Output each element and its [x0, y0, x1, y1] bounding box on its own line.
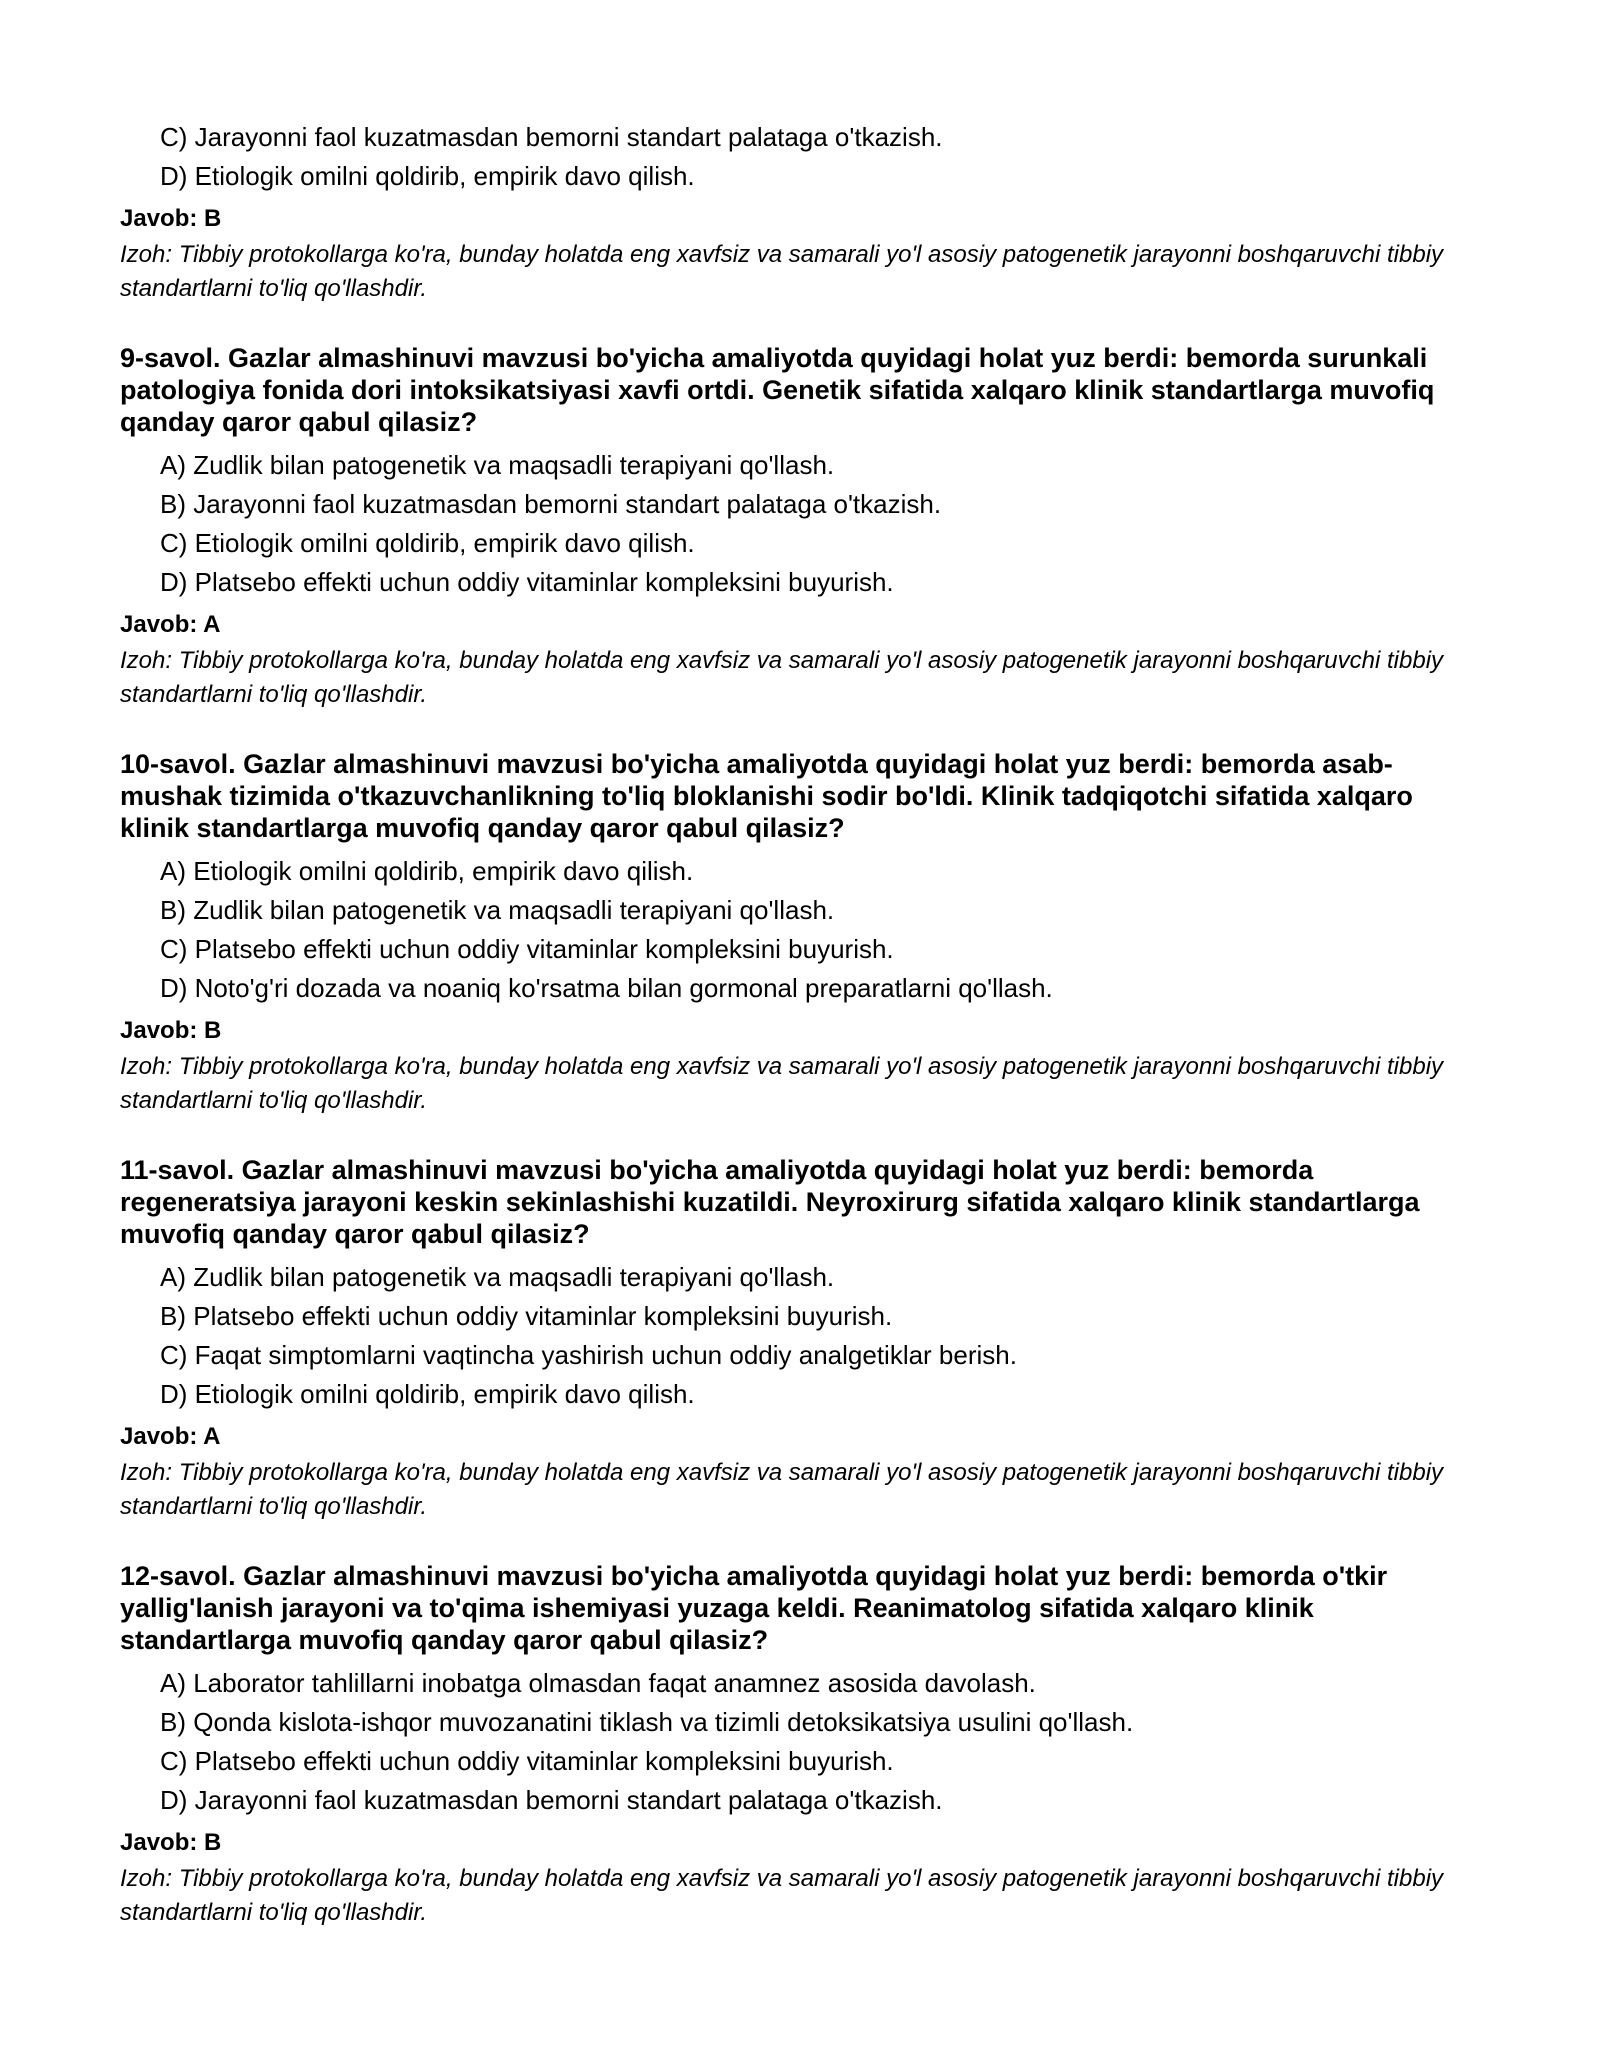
explanation-note: Izoh: Tibbiy protokollarga ko'ra, bunday holatda eng xavfsiz va samarali yo'l asosiy patogenetik jarayonni boshqaruvchi tibbiy standartlarni to'liq qo'llashdir. [120, 1865, 1444, 1926]
answer-label: Javob: A [120, 611, 221, 638]
question-text: 10-savol. Gazlar almashinuvi mavzusi bo'yicha amaliyotda quyidagi holat yuz berdi: bemorda asab-mushak tizimida o'tkazuvchanlikning to'liq bloklanishi sodir bo'ldi. Klinik tadqiqotchi sifatida xalqaro klinik standartlarga muvofiq qanday qaror qabul qilasiz? [120, 749, 1413, 843]
explanation-note: Izoh: Tibbiy protokollarga ko'ra, bunday holatda eng xavfsiz va samarali yo'l asosiy patogenetik jarayonni boshqaruvchi tibbiy standartlarni to'liq qo'llashdir. [120, 1459, 1444, 1520]
option-b: B) Qonda kislota-ishqor muvozanatini tiklash va tizimli detoksikatsiya usulini qo'llash. [160, 1707, 1134, 1737]
explanation-note: Izoh: Tibbiy protokollarga ko'ra, bunday holatda eng xavfsiz va samarali yo'l asosiy patogenetik jarayonni boshqaruvchi tibbiy standartlarni to'liq qo'llashdir. [120, 647, 1444, 708]
explanation-note: Izoh: Tibbiy protokollarga ko'ra, bunday holatda eng xavfsiz va samarali yo'l asosiy patogenetik jarayonni boshqaruvchi tibbiy standartlarni to'liq qo'llashdir. [120, 1053, 1444, 1114]
explanation-note: Izoh: Tibbiy protokollarga ko'ra, bunday holatda eng xavfsiz va samarali yo'l asosiy patogenetik jarayonni boshqaruvchi tibbiy standartlarni to'liq qo'llashdir. [120, 241, 1444, 302]
option-d: D) Etiologik omilni qoldirib, empirik davo qilish. [160, 161, 695, 191]
question-12 [120, 1560, 1480, 1930]
answer-label: Javob: B [120, 1017, 222, 1044]
option-b: B) Zudlik bilan patogenetik va maqsadli terapiyani qo'llash. [160, 895, 835, 925]
option-d: D) Noto'g'ri dozada va noaniq ko'rsatma bilan gormonal preparatlarni qo'llash. [160, 973, 1053, 1003]
answer-label: Javob: B [120, 1829, 222, 1856]
option-b: B) Jarayonni faol kuzatmasdan bemorni standart palataga o'tkazish. [160, 489, 942, 519]
option-a: A) Etiologik omilni qoldirib, empirik davo qilish. [160, 856, 694, 886]
question-11 [120, 1154, 1480, 1524]
question-9 [120, 342, 1480, 712]
question-text: 9-savol. Gazlar almashinuvi mavzusi bo'yicha amaliyotda quyidagi holat yuz berdi: bemorda surunkali patologiya fonida dori intoksikatsiyasi xavfi ortdi. Genetik sifatida xalqaro klinik standartlarga muvofiq qanday qaror qabul qilasiz? [120, 343, 1435, 437]
option-d: D) Etiologik omilni qoldirib, empirik davo qilish. [160, 1379, 695, 1409]
option-b: B) Platsebo effekti uchun oddiy vitaminlar kompleksini buyurish. [160, 1301, 893, 1331]
option-d: D) Jarayonni faol kuzatmasdan bemorni standart palataga o'tkazish. [160, 1785, 943, 1815]
question-10 [120, 748, 1480, 1118]
option-a: A) Laborator tahlillarni inobatga olmasdan faqat anamnez asosida davolash. [160, 1668, 1036, 1698]
option-c: C) Etiologik omilni qoldirib, empirik davo qilish. [160, 528, 695, 558]
answer-label: Javob: B [120, 205, 222, 232]
option-a: A) Zudlik bilan patogenetik va maqsadli terapiyani qo'llash. [160, 1262, 835, 1292]
option-c: C) Platsebo effekti uchun oddiy vitaminlar kompleksini buyurish. [160, 1746, 894, 1776]
option-c: C) Faqat simptomlarni vaqtincha yashirish uchun oddiy analgetiklar berish. [160, 1340, 1017, 1370]
option-c: C) Jarayonni faol kuzatmasdan bemorni standart palataga o'tkazish. [160, 122, 943, 152]
question-text: 12-savol. Gazlar almashinuvi mavzusi bo'yicha amaliyotda quyidagi holat yuz berdi: bemorda o'tkir yallig'lanish jarayoni va to'qima ishemiyasi yuzaga keldi. Reanimatolog sifatida xalqaro klinik standartlarga muvofiq qanday qaror qabul qilasiz? [120, 1561, 1388, 1655]
question-8-continued [120, 118, 1480, 306]
question-text: 11-savol. Gazlar almashinuvi mavzusi bo'yicha amaliyotda quyidagi holat yuz berdi: bemorda regeneratsiya jarayoni keskin sekinlashishi kuzatildi. Neyroxirurg sifatida xalqaro klinik standartlarga muvofiq qanday qaror qabul qilasiz? [120, 1155, 1420, 1249]
option-c: C) Platsebo effekti uchun oddiy vitaminlar kompleksini buyurish. [160, 934, 894, 964]
answer-label: Javob: A [120, 1423, 221, 1450]
document-page [120, 118, 1480, 1930]
option-d: D) Platsebo effekti uchun oddiy vitaminlar kompleksini buyurish. [160, 567, 894, 597]
option-a: A) Zudlik bilan patogenetik va maqsadli terapiyani qo'llash. [160, 450, 835, 480]
